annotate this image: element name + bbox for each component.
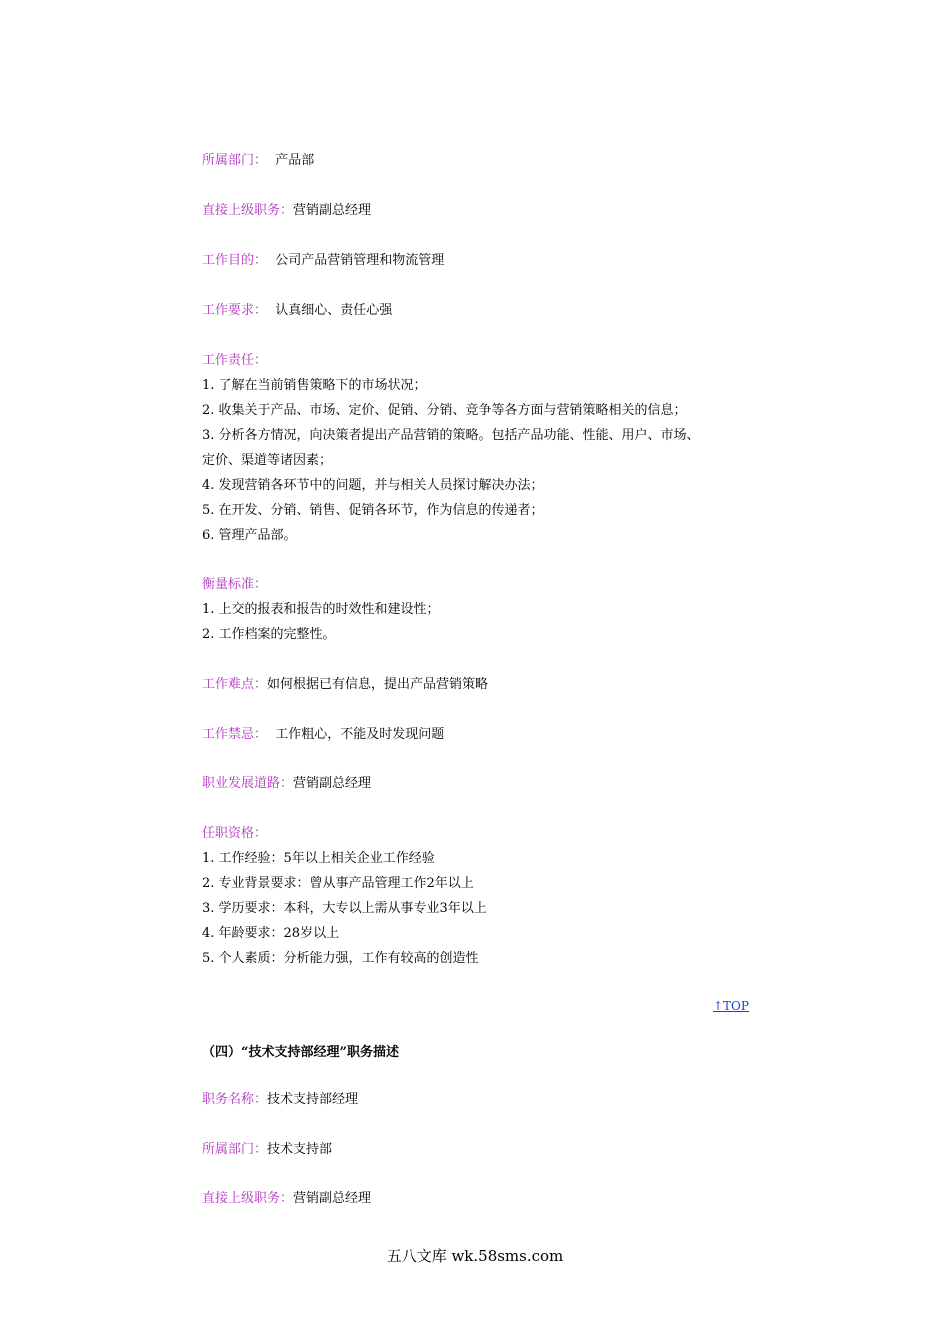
superior2-label: 直接上级职务：: [202, 1191, 294, 1206]
dept-value: 产品部: [275, 153, 315, 168]
requirement-value: 认真细心、责任心强: [275, 303, 393, 318]
superior2-line: [202, 1190, 371, 1208]
job-title-value: 技术支持部经理: [267, 1092, 359, 1107]
superior-value: 营销副总经理: [293, 203, 372, 218]
purpose-label: 工作目的：: [202, 253, 268, 268]
back-to-top-link[interactable]: ↑TOP: [713, 999, 749, 1013]
superior2-value: 营销副总经理: [293, 1191, 372, 1206]
dept-label: 所属部门：: [202, 153, 268, 168]
footer-watermark: 五八文库 wk.58sms.com: [386, 1247, 564, 1265]
duty-item: 2. 收集关于产品、市场、定价、促销、分销、竞争等各方面与营销策略相关的信息；: [202, 403, 687, 418]
requirement-label: 工作要求：: [202, 303, 268, 318]
qualification-item: 4. 年龄要求：28岁以上: [202, 926, 340, 941]
superior-label: 直接上级职务：: [202, 203, 294, 218]
dept-line: [202, 152, 314, 170]
qualifications-label: 任职资格：: [202, 826, 268, 841]
superior-line: [202, 202, 371, 220]
dept2-label: 所属部门：: [202, 1142, 268, 1157]
duties-label: 工作责任：: [202, 353, 268, 368]
dept2-line: [202, 1141, 332, 1159]
job-title-label: 职务名称：: [202, 1092, 268, 1107]
difficulty-value: 如何根据已有信息，提出产品营销策略: [267, 677, 489, 692]
standard-item: 2. 工作档案的完整性。: [202, 627, 336, 642]
qualification-item: 5. 个人素质：分析能力强，工作有较高的创造性: [202, 951, 479, 966]
section-heading: （四）“技术支持部经理”职务描述: [202, 1045, 399, 1060]
career-label: 职业发展道路：: [202, 776, 294, 791]
career-line: [202, 775, 371, 793]
purpose-line: [202, 252, 444, 270]
purpose-value: 公司产品营销管理和物流管理: [275, 253, 445, 268]
dept2-value: 技术支持部: [267, 1142, 333, 1157]
duty-item: 3. 分析各方情况，向决策者提出产品营销的策略。包括产品功能、性能、用户、市场、: [202, 428, 700, 443]
standard-item: 1. 上交的报表和报告的时效性和建设性；: [202, 602, 440, 617]
taboo-label: 工作禁忌：: [202, 727, 268, 742]
duty-item: 定价、渠道等诸因素；: [202, 453, 333, 468]
career-value: 营销副总经理: [293, 776, 372, 791]
qualification-item: 3. 学历要求：本科，大专以上需从事专业3年以上: [202, 901, 487, 916]
qualification-item: 1. 工作经验：5年以上相关企业工作经验: [202, 851, 435, 866]
duty-item: 4. 发现营销各环节中的问题，并与相关人员探讨解决办法；: [202, 478, 544, 493]
standards-label: 衡量标准：: [202, 577, 268, 592]
duty-item: 1. 了解在当前销售策略下的市场状况；: [202, 378, 427, 393]
requirement-line: [202, 302, 392, 320]
difficulty-line: [202, 676, 488, 694]
duty-item: 6. 管理产品部。: [202, 528, 297, 543]
difficulty-label: 工作难点：: [202, 677, 268, 692]
qualification-item: 2. 专业背景要求：曾从事产品管理工作2年以上: [202, 876, 474, 891]
duty-item: 5. 在开发、分销、销售、促销各环节，作为信息的传递者；: [202, 503, 544, 518]
taboo-value: 工作粗心，不能及时发现问题: [275, 727, 445, 742]
job-title-line: [202, 1091, 358, 1109]
taboo-line: [202, 726, 444, 744]
